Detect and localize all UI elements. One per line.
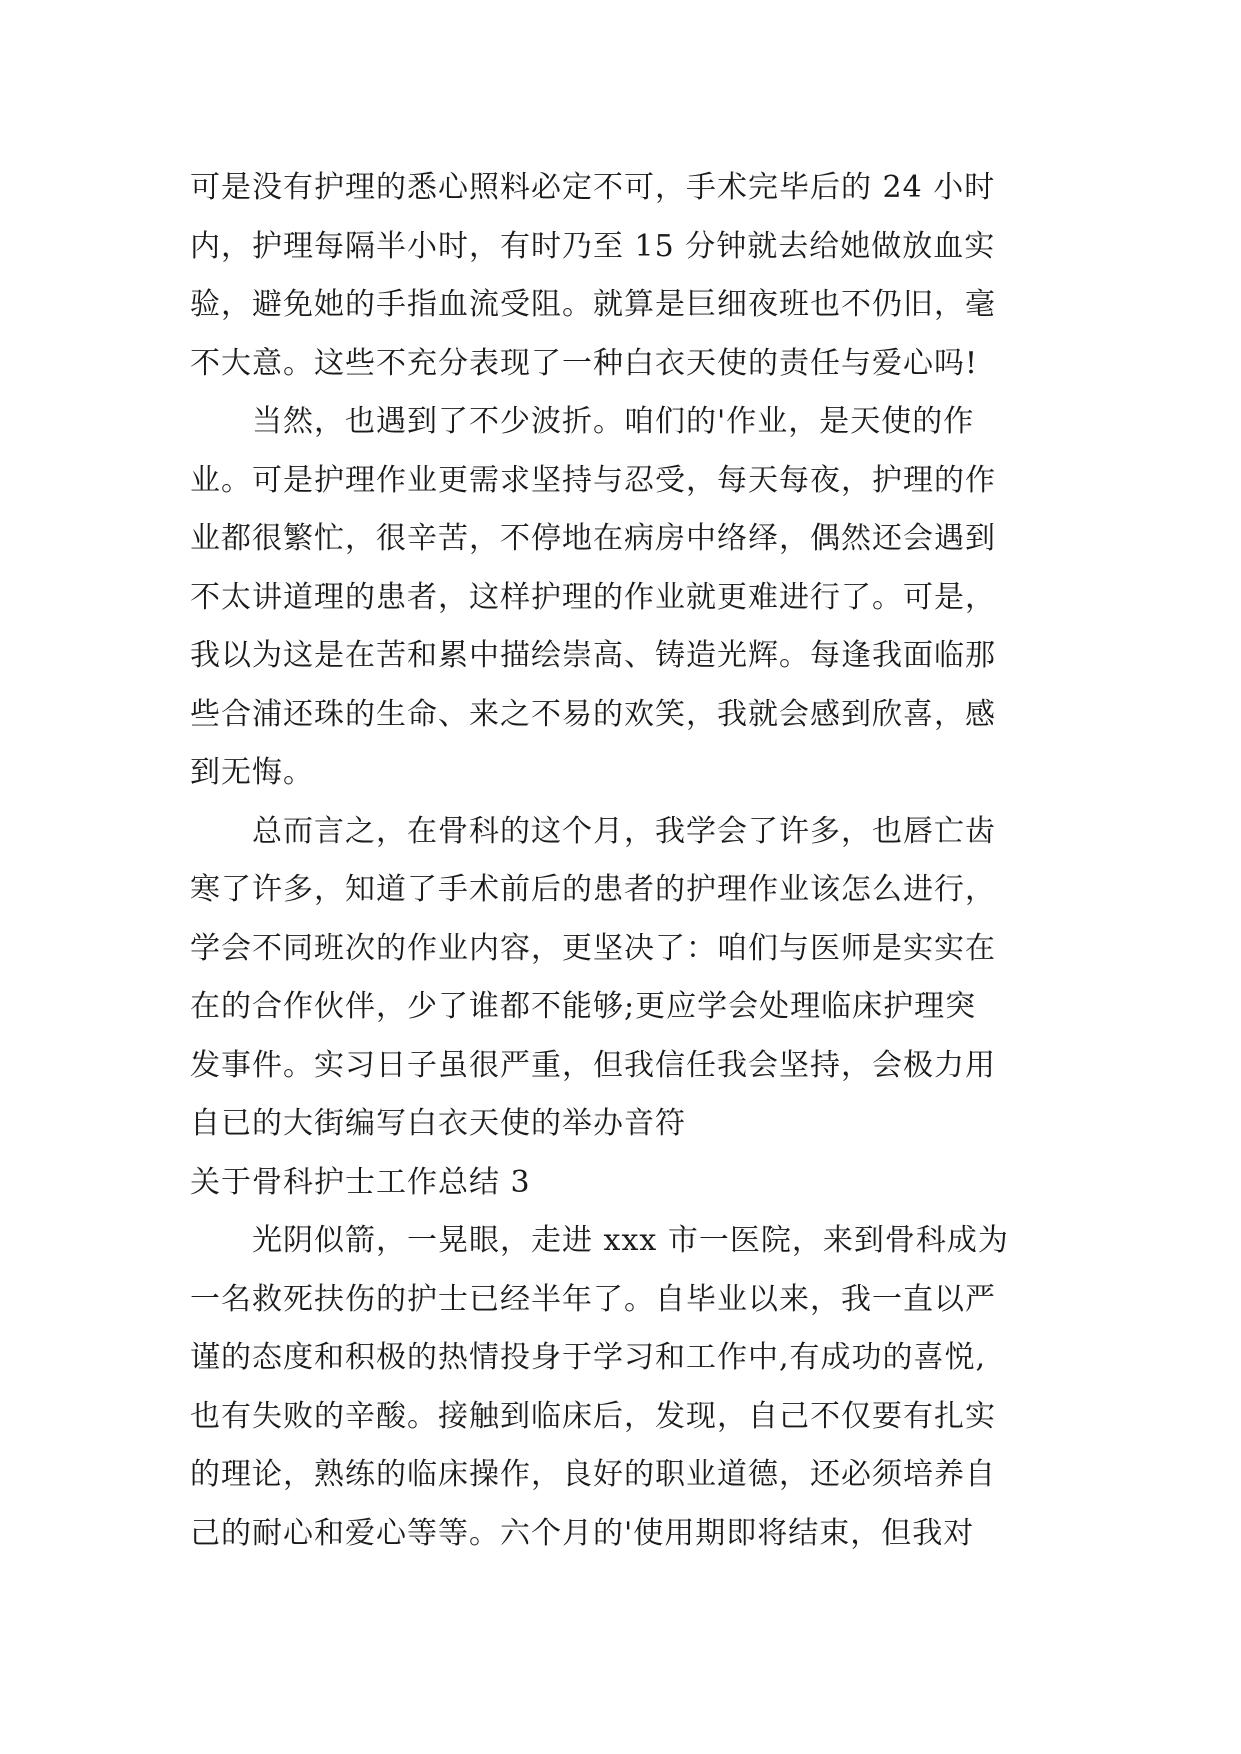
text-line: 的理论，熟练的临床操作，良好的职业道德，还必须培养自 xyxy=(190,1457,996,1492)
text-line: 内，护理每隔半小时，有时乃至 15 分钟就去给她做放血实 xyxy=(190,228,996,264)
text-line: 可是没有护理的悉心照料必定不可，手术完毕后的 24 小时 xyxy=(190,170,996,205)
paragraph-3 xyxy=(190,803,1060,1154)
document-body xyxy=(190,159,1060,1563)
text-line: 到无悔。 xyxy=(190,755,314,790)
text-line: 当然，也遇到了不少波折。咱们的'作业，是天使的作 xyxy=(252,404,975,439)
paragraph-2 xyxy=(190,393,1060,803)
text-line: 谨的态度和积极的热情投身于学习和工作中,有成功的喜悦, xyxy=(190,1340,987,1375)
text-line: 不太讲道理的患者，这样护理的作业就更难进行了。可是， xyxy=(190,579,996,615)
text-line: 业。可是护理作业更需求坚持与忍受，每天每夜，护理的作 xyxy=(190,462,996,498)
text-line: 寒了许多，知道了手术前后的患者的护理作业该怎么进行， xyxy=(190,872,996,907)
text-line: 光阴似箭，一晃眼，走进 xxx 市一医院，来到骨科成为 xyxy=(252,1223,1009,1258)
paragraph-4 xyxy=(190,1212,1060,1563)
text-line: 在的合作伙伴，少了谁都不能够;更应学会处理临床护理突 xyxy=(190,989,977,1024)
text-line: 己的耐心和爱心等等。六个月的'使用期即将结束，但我对 xyxy=(190,1515,975,1551)
text-line: 发事件。实习日子虽很严重，但我信任我会坚持，会极力用 xyxy=(190,1047,996,1083)
text-line: 些合浦还珠的生命、来之不易的欢笑，我就会感到欣喜，感 xyxy=(190,696,996,732)
section-title: 关于骨科护士工作总结 3 xyxy=(190,1164,531,1200)
text-line: 不大意。这些不充分表现了一种白衣天使的责任与爱心吗! xyxy=(190,345,979,381)
text-line: 验，避免她的手指血流受阻。就算是巨细夜班也不仍旧，毫 xyxy=(190,287,996,322)
text-line: 学会不同班次的作业内容，更坚决了：咱们与医师是实实在 xyxy=(190,930,996,966)
paragraph-1 xyxy=(190,159,1060,393)
text-line: 一名救死扶伤的护士已经半年了。自毕业以来，我一直以严 xyxy=(190,1281,996,1317)
text-line: 也有失败的辛酸。接触到临床后，发现，自己不仅要有扎实 xyxy=(190,1398,996,1434)
text-line: 我以为这是在苦和累中描绘崇高、铸造光辉。每逢我面临那 xyxy=(190,638,996,673)
text-line: 总而言之，在骨科的这个月，我学会了许多，也唇亡齿 xyxy=(252,813,996,849)
text-line: 业都很繁忙，很辛苦，不停地在病房中络绎，偶然还会遇到 xyxy=(190,521,996,556)
text-line: 自已的大街编写白衣天使的举办音符 xyxy=(190,1106,686,1141)
